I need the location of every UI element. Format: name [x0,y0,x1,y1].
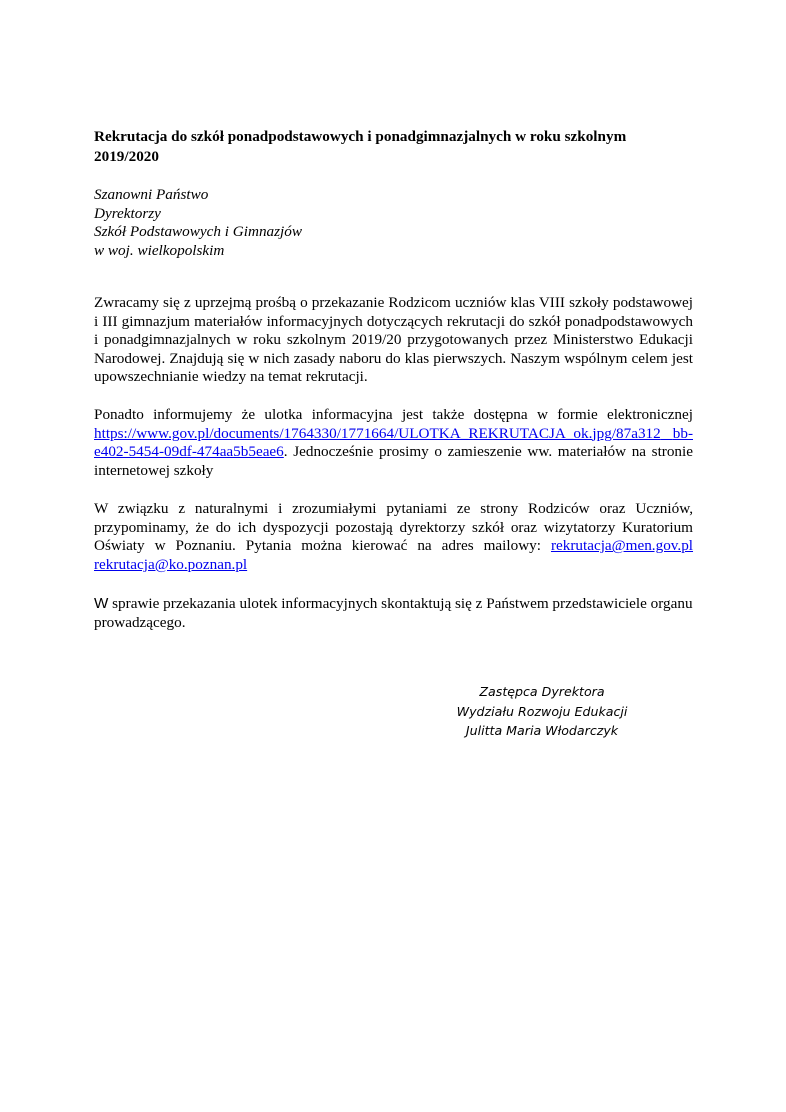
addressee-line: Szanowni Państwo [94,186,209,203]
addressee-line: Szkół Podstawowych i Gimnazjów [94,223,302,240]
paragraph-contact-text: W związku z naturalnymi i zrozumiałymi pytaniami ze strony Rodziców oraz Uczniów, przypominamy, że do ich dyspozycji pozostają dyrektorzy szkół oraz wizytatorzy Kuratorium Oświaty w Poznaniu. Pytania można kierować na adres mailowy: [94,500,693,555]
addressee-line: Dyrektorzy [94,204,161,222]
email-link-ko[interactable]: rekrutacja@ko.poznan.pl [94,555,248,573]
signature-block [440,682,644,741]
title-line-2: 2019/2020 [94,148,159,165]
paragraph-leaflet [94,406,693,480]
paragraph-organ [94,595,693,632]
document-title [94,127,694,167]
paragraph-contact [94,500,693,574]
signature-line: Wydziału Rozwoju Edukacji [456,703,628,719]
leaflet-link[interactable]: https://www.gov.pl/documents/1764330/1771664/ULOTKA_REKRUTACJA_ok.jpg/87a312 bb-e402-5454-09df-474aa5b5eae6 [94,424,693,461]
paragraph-leaflet-text: Ponadto informujemy że ulotka informacyjna jest także dostępna w formie elektronicznej [94,406,693,423]
addressee-block [94,186,694,260]
signature-line: Zastępca Dyrektora [479,684,605,699]
title-line-1: Rekrutacja do szkół ponadpodstawowych i ponadgimnazjalnych w roku szkolnym [94,128,627,145]
email-link-men[interactable]: rekrutacja@men.gov.pl [550,537,694,555]
signature-line: Julitta Maria Włodarczyk [465,723,619,738]
paragraph-organ-text: sprawie przekazania ulotek informacyjnych skontaktują się z Państwem przedstawiciele organu prowadzącego. [94,595,693,631]
paragraph-request: Zwracamy się z uprzejmą prośbą o przekazanie Rodzicom uczniów klas VIII szkoły podstawowej i III gimnazjum materiałów informacyjnych dotyczących rekrutacji do szkół ponadpodstawowych i ponadgimnazjalnych w roku szkolnym 2019/20 przygotowanych przez Ministerstwo Edukacji Narodowej. Znajdują się w nich zasady naboru do klas pierwszych. Naszym wspólnym celem jest upowszechnianie wiedzy na temat rekrutacji. [94,294,693,386]
paragraph-leaflet-text-after: . Jednocześnie prosimy o zamieszenie ww. materiałów na stronie internetowej szkoły [94,443,693,479]
addressee-line: w woj. wielkopolskim [94,241,225,259]
paragraph-organ-first-letter: W [94,595,109,612]
